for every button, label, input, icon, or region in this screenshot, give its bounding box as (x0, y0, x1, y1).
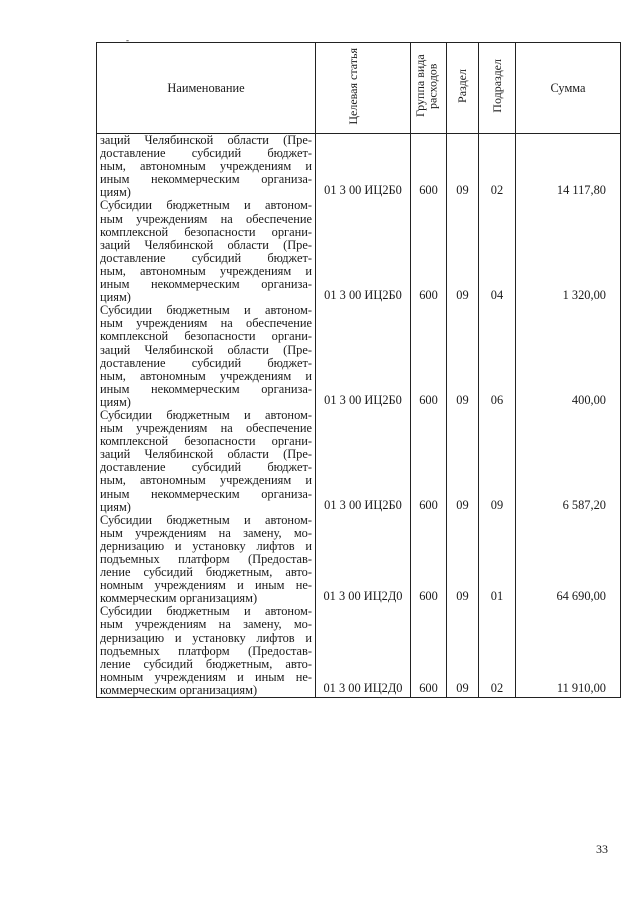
row-name-line: доставление субсидий бюджет- (100, 355, 312, 370)
row-name-line: доставление субсидий бюджет- (100, 250, 312, 265)
row-section: 09 (447, 514, 479, 606)
row-name-line: циям) (100, 394, 131, 409)
row-target: 01 3 00 ИЦ2Б0 (316, 409, 411, 514)
row-subsection: 06 (479, 304, 516, 409)
row-name-line: ным учреждениям на обеспечение (100, 211, 312, 226)
row-subsection: 09 (479, 409, 516, 514)
row-section: 09 (447, 134, 479, 200)
row-name-line: ным учреждениям на замену, мо- (100, 525, 312, 540)
row-target: 01 3 00 ИЦ2Д0 (316, 514, 411, 606)
row-name-line: заций Челябинской области (Пре- (100, 133, 312, 147)
row-name-line: иным некоммерческим организа- (100, 172, 312, 187)
row-target: 01 3 00 ИЦ2Б0 (316, 199, 411, 304)
row-name-line: дернизацию и установку лифтов и (100, 538, 312, 553)
row-sum: 64 690,00 (516, 514, 621, 606)
row-name (97, 605, 316, 697)
scan-mark: - (126, 35, 129, 45)
table-row (97, 409, 621, 514)
row-name-line: ным, автономным учреждениям и (100, 368, 312, 383)
row-name-line: ным, автономным учреждениям и (100, 263, 312, 278)
row-name-line: ным, автономным учреждениям и (100, 159, 312, 174)
row-name-line: циям) (100, 290, 131, 305)
row-name-line: Субсидии бюджетным и автоном- (100, 303, 312, 318)
budget-table (96, 42, 621, 698)
row-name-line: заций Челябинской области (Пре- (100, 447, 312, 462)
row-group: 600 (411, 199, 447, 304)
page-number: 33 (596, 842, 608, 856)
row-name-line: комплексной безопасности органи- (100, 434, 312, 449)
row-section: 09 (447, 409, 479, 514)
row-group: 600 (411, 134, 447, 200)
row-section: 09 (447, 199, 479, 304)
row-name-line: ным учреждениям на обеспечение (100, 421, 312, 436)
header-name: Наименование (97, 43, 316, 134)
header-group: Группа вида расходов (411, 43, 447, 134)
row-name-line: ным учреждениям на обеспечение (100, 316, 312, 331)
table-row (97, 199, 621, 304)
row-name-line: заций Челябинской области (Пре- (100, 237, 312, 252)
row-name-line: подъемных платформ (Предостав- (100, 552, 312, 566)
row-name (97, 409, 316, 514)
row-name-line: Субсидии бюджетным и автоном- (100, 512, 312, 527)
table-row (97, 134, 621, 200)
row-name-line: комплексной безопасности органи- (100, 224, 312, 239)
row-target: 01 3 00 ИЦ2Б0 (316, 134, 411, 200)
row-subsection: 02 (479, 134, 516, 200)
row-group: 600 (411, 514, 447, 606)
row-name-line: коммерческим организациям) (100, 682, 258, 697)
row-name-line: Субсидии бюджетным и автоном- (100, 407, 312, 422)
row-section: 09 (447, 304, 479, 409)
row-name-line: циям) (100, 499, 131, 514)
row-subsection: 02 (479, 605, 516, 697)
row-sum: 1 320,00 (516, 199, 621, 304)
header-section: Раздел (447, 43, 479, 134)
row-name-line: ным учреждениям на замену, мо- (100, 617, 312, 632)
row-name-line: комплексной безопасности органи- (100, 329, 312, 344)
table-row (97, 304, 621, 409)
table-row (97, 605, 621, 697)
header-target: Целевая статья (316, 43, 411, 134)
row-group: 600 (411, 409, 447, 514)
row-name-line: номным учреждениям и иным не- (100, 578, 312, 593)
row-name-line: иным некоммерческим организа- (100, 486, 312, 501)
table-header-row (97, 43, 621, 134)
header-sum: Сумма (516, 43, 621, 134)
row-name-line: циям) (100, 185, 131, 200)
row-group: 600 (411, 304, 447, 409)
row-sum: 400,00 (516, 304, 621, 409)
row-group: 600 (411, 605, 447, 697)
row-name-line: ление субсидий бюджетным, авто- (100, 565, 312, 580)
row-name-line: доставление субсидий бюджет- (100, 460, 312, 475)
header-subsection: Подраздел (479, 43, 516, 134)
row-sum: 11 910,00 (516, 605, 621, 697)
row-target: 01 3 00 ИЦ2Б0 (316, 304, 411, 409)
row-sum: 14 117,80 (516, 134, 621, 200)
row-name-line: иным некоммерческим организа- (100, 277, 312, 292)
row-name (97, 199, 316, 304)
row-name-line: заций Челябинской области (Пре- (100, 342, 312, 357)
row-target: 01 3 00 ИЦ2Д0 (316, 605, 411, 697)
row-name (97, 304, 316, 409)
row-name-line: ным, автономным учреждениям и (100, 473, 312, 488)
row-subsection: 01 (479, 514, 516, 606)
table-row (97, 514, 621, 606)
row-name-line: дернизацию и установку лифтов и (100, 630, 312, 645)
row-name-line: подъемных платформ (Предостав- (100, 643, 312, 658)
row-name-line: доставление субсидий бюджет- (100, 146, 312, 161)
row-name-line: иным некоммерческим организа- (100, 381, 312, 396)
row-name-line: Субсидии бюджетным и автоном- (100, 604, 312, 619)
row-name-line: ление субсидий бюджетным, авто- (100, 656, 312, 671)
row-name (97, 134, 316, 200)
row-name-line: номным учреждениям и иным не- (100, 669, 312, 684)
row-name-line: коммерческим организациям) (100, 591, 258, 606)
row-section: 09 (447, 605, 479, 697)
row-sum: 6 587,20 (516, 409, 621, 514)
row-name (97, 514, 316, 606)
row-subsection: 04 (479, 199, 516, 304)
row-name-line: Субсидии бюджетным и автоном- (100, 198, 312, 213)
